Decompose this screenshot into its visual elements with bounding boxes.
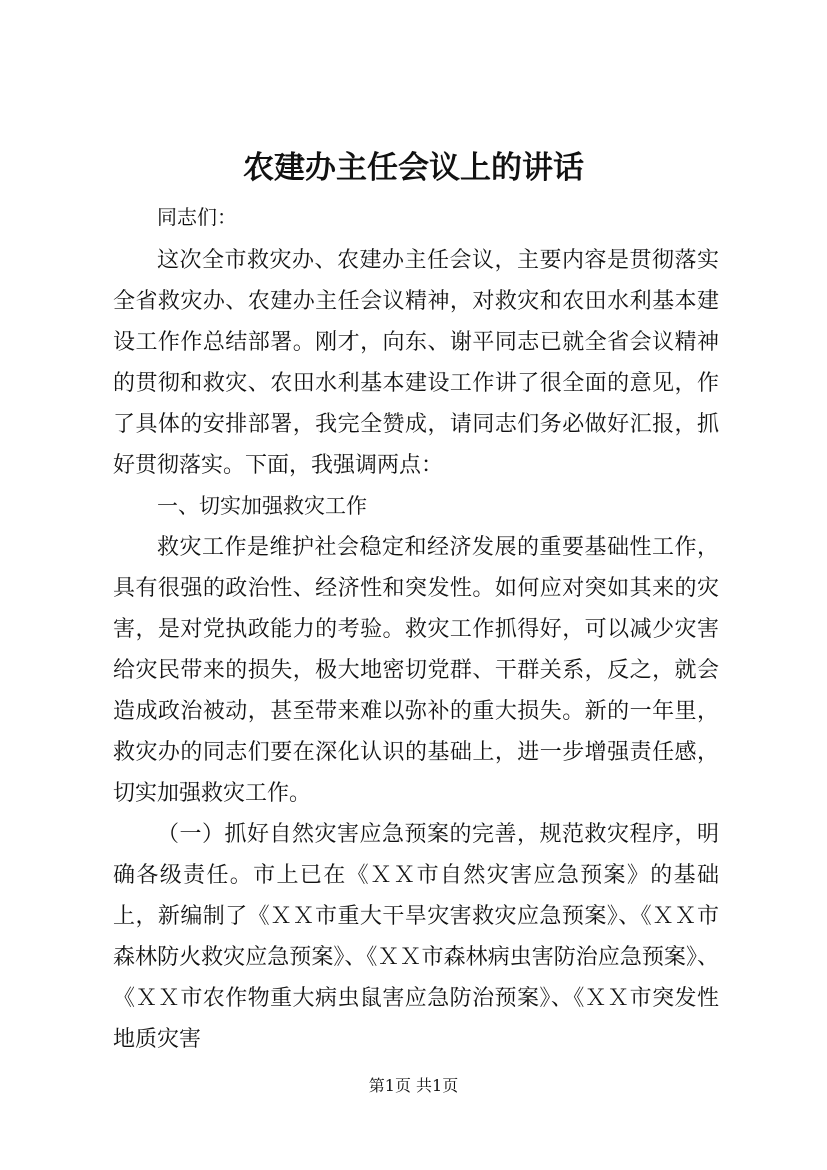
salutation: 同志们： xyxy=(157,205,237,229)
document-body xyxy=(113,240,719,1060)
page-number-footer: 第1页 共1页 xyxy=(368,1076,459,1095)
paragraph-intro: 这次全市救灾办、农建办主任会议，主要内容是贯彻落实全省救灾办、农建办主任会议精神，对救灾和农田水利基本建设工作作总结部署。刚才，向东、谢平同志已就全省会议精神的贯彻和救灾、农田水利基本建设工作讲了很全面的意见，作了具体的安排部署，我完全赞成，请同志们务必做好汇报，抓好贯彻落实。下面，我强调两点： xyxy=(113,248,719,478)
document-title: 农建办主任会议上的讲话 xyxy=(243,150,584,186)
paragraph-disaster-relief: 救灾工作是维护社会稳定和经济发展的重要基础性工作，具有很强的政治性、经济性和突发性。如何应对突如其来的灾害，是对党执政能力的考验。救灾工作抓得好，可以减少灾害给灾民带来的损失，极大地密切党群、干群关系，反之，就会造成政治被动，甚至带来难以弥补的重大损失。新的一年里，救灾办的同志们要在深化认识的基础上，进一步增强责任感，切实加强救灾工作。 xyxy=(113,535,719,806)
section-heading: 一、切实加强救灾工作 xyxy=(157,494,367,518)
paragraph-emergency-plans: （一）抓好自然灾害应急预案的完善，规范救灾程序，明确各级责任。市上已在《ＸＸ市自然灾害应急预案》的基础上，新编制了《ＸＸ市重大干旱灾害救灾应急预案》、《ＸＸ市森林防火救灾应急预案》、《ＸＸ市森林病虫害防治应急预案》、《ＸＸ市农作物重大病虫鼠害应急防治预案》、《ＸＸ市突发性地质灾害 xyxy=(113,822,719,1052)
